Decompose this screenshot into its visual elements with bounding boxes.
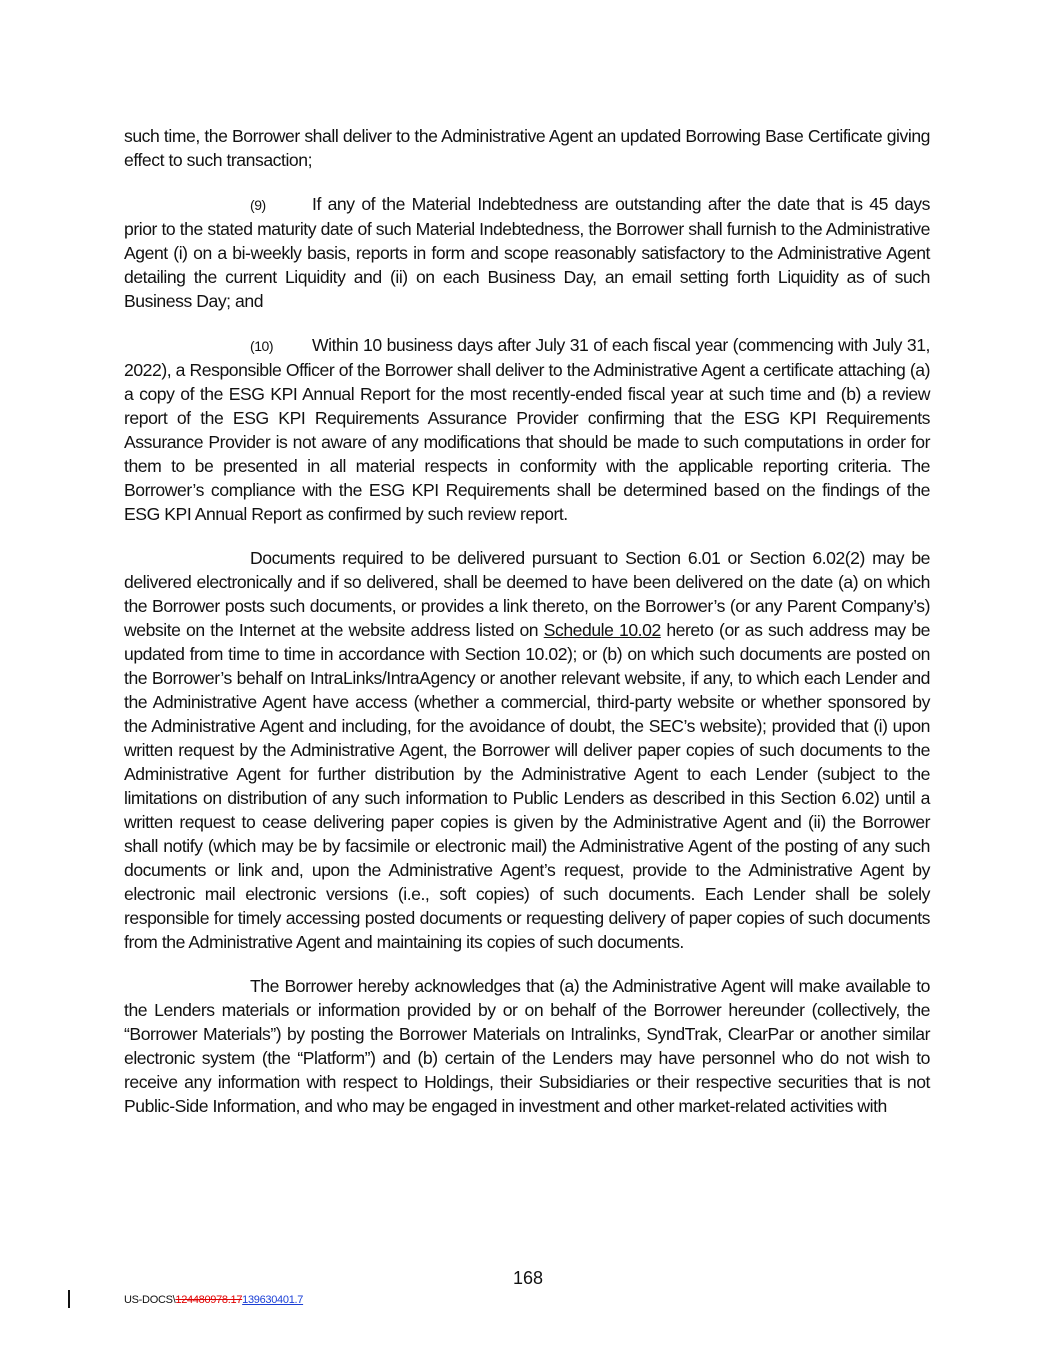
paragraph-text: The Borrower hereby acknowledges that (a) the Administrative Agent will make available to the Lenders materials or information provided by or on behalf of the Borrower hereunder (collectively, the “Borrower Materials”) by posting the Borrower Materials on Intralinks, SyndTrak, ClearPar or another similar electronic system (the “Platform”) and (b) certain of the Lenders may have personnel who do not wish to receive any information with respect to Holdings, their Subsidiaries or their respective securities that is not Public-Side Information, and who may be engaged in investment and other market-related activities with xyxy=(124,976,930,1116)
item-number-9: (9) xyxy=(250,197,266,213)
paragraph-text-after-link: hereto (or as such address may be updated from time to time in accordance with Section 10.02); or (b) on which such documents are posted on the Borrower’s behalf on IntraLinks/IntraAgency or another relevant website, if any, to which each Lender and the Administrative Agent have access (whether a commercial, third-party website or whether sponsored by the Administrative Agent and including, for the avoidance of doubt, the SEC’s website); provided that (i) upon written request by the Administrative Agent, the Borrower will deliver paper copies of such documents to the Administrative Agent for further distribution by the Administrative Agent to each Lender (subject to the limitations on distribution of any such information to Public Lenders as described in this Section 6.02) until a written request to cease delivering paper copies is given by the Administrative Agent and (ii) the Borrower shall notify (which may be by facsimile or electronic mail) the Administrative Agent of the posting of any such documents or link and, upon the Administrative Agent’s request, provide to the Administrative Agent by electronic mail electronic versions (i.e., soft copies) of such documents. Each Lender shall be solely responsible for timely accessing posted documents or requesting delivery of paper copies of such documents from the Administrative Agent and maintaining its copies of such documents. xyxy=(124,620,930,952)
page-number: 168 xyxy=(512,1268,544,1288)
doc-id-deleted: 124480978.17 xyxy=(175,1294,243,1306)
list-item-9 xyxy=(124,192,930,313)
schedule-reference-link[interactable]: Schedule 10.02 xyxy=(543,620,661,640)
item-text-10: Within 10 business days after July 31 of each fiscal year (commencing with July 31, 2022), a Responsible Officer of the Borrower shall deliver to the Administrative Agent a certificate attaching (a) a copy of the ESG KPI Annual Report for the most recently-ended fiscal year at such time and (b) a review report of the ESG KPI Requirements Assurance Provider confirming that the ESG KPI Requirements Assurance Provider is not aware of any modifications that should be made to such computations in order for them to be presented in all material respects in conformity with the applicable reporting criteria. The Borrower’s compliance with the ESG KPI Requirements shall be determined based on the findings of the ESG KPI Annual Report as confirmed by such review report. xyxy=(124,335,930,524)
paragraph-borrower-materials xyxy=(124,974,930,1118)
paragraph-continuation: such time, the Borrower shall deliver to the Administrative Agent an updated Borrowing Base Certificate giving effect to such transaction; xyxy=(124,126,930,170)
revision-change-bar xyxy=(68,1290,70,1308)
doc-id-inserted[interactable]: 139630401.7 xyxy=(242,1294,304,1306)
document-id xyxy=(124,1294,303,1306)
item-text-9: If any of the Material Indebtedness are outstanding after the date that is 45 days prior to the stated maturity date of such Material Indebtedness, the Borrower shall furnish to the Administrative Agent (i) on a bi-weekly basis, reports in form and scope reasonably satisfactory to the Administrative Agent detailing the current Liquidity and (ii) on each Business Day, an email setting forth Liquidity as of such Business Day; and xyxy=(124,194,930,311)
item-number-10: (10) xyxy=(250,338,274,354)
list-item-10 xyxy=(124,333,930,526)
doc-id-prefix: US-DOCS\ xyxy=(124,1294,176,1306)
paragraph-documents-delivery xyxy=(124,546,930,954)
document-body xyxy=(124,124,930,1138)
paragraph-text-before-link: Documents required to be delivered pursuant to Section 6.01 or Section 6.02(2) may be delivered electronically and if so delivered, shall be deemed to have been delivered on the date (a) on which the Borrower posts such documents, or provides a link thereto, on the Borrower’s (or any Parent Company’s) website on the Internet at the website address listed on xyxy=(124,548,930,640)
